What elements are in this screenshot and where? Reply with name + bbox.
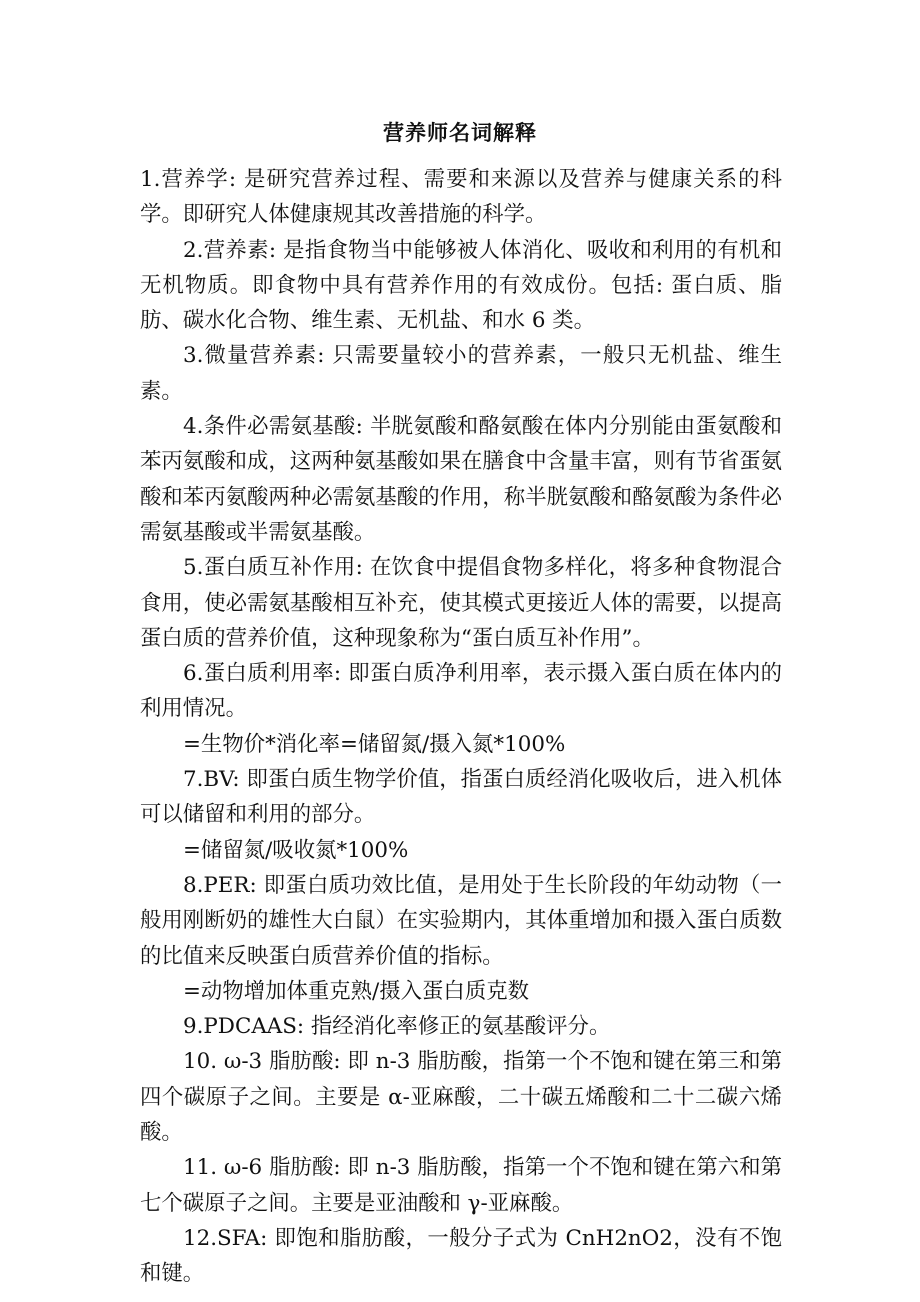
paragraph-conditionally-essential-amino-acids: 4.条件必需氨基酸: 半胱氨酸和酪氨酸在体内分别能由蛋氨酸和苯丙氨酸和成，这两种氨基酸如果在膳食中含量丰富，则有节省蛋氨酸和苯丙氨酸两种必需氨基酸的作用，称半胱氨酸和酪氨酸为条件必需氨基酸或半需氨基酸。 — [140, 414, 782, 545]
paragraph-nutrients: 2.营养素: 是指食物当中能够被人体消化、吸收和利用的有机和无机物质。即食物中具有营养作用的有效成份。包括: 蛋白质、脂肪、碳水化合物、维生素、无机盐、和水 6 类。 — [140, 237, 782, 334]
paragraph-nutrition-science: 1.营养学: 是研究营养过程、需要和来源以及营养与健康关系的科学。即研究人体健康规其改善措施的科学。 — [140, 167, 782, 228]
formula-bv: =储留氮/吸收氮*100% — [183, 837, 409, 863]
document-body — [140, 162, 782, 1292]
paragraph-pdcaas: 9.PDCAAS: 指经消化率修正的氨基酸评分。 — [183, 1014, 611, 1040]
paragraph-per: 8.PER: 即蛋白质功效比值，是用处于生长阶段的年幼动物（一般用刚断奶的雄性大白鼠）在实验期内，其体重增加和摄入蛋白质数的比值来反映蛋白质营养价值的指标。 — [140, 872, 782, 969]
formula-per: =动物增加体重克熟/摄入蛋白质克数 — [183, 978, 529, 1004]
formula-npu: =生物价*消化率=储留氮/摄入氮*100% — [183, 731, 566, 757]
paragraph-protein-utilization: 6.蛋白质利用率: 即蛋白质净利用率，表示摄入蛋白质在体内的利用情况。 — [140, 661, 782, 722]
paragraph-omega-3: 10. ω-3 脂肪酸: 即 n-3 脂肪酸，指第一个不饱和键在第三和第四个碳原子之间。主要是 α-亚麻酸，二十碳五烯酸和二十二碳六烯酸。 — [140, 1049, 782, 1146]
paragraph-sfa: 12.SFA: 即饱和脂肪酸，一般分子式为 CnH2nO2，没有不饱和键。 — [140, 1225, 782, 1287]
paragraph-micronutrients: 3.微量营养素: 只需要量较小的营养素，一般只无机盐、维生素。 — [140, 343, 782, 404]
document-title: 营养师名词解释 — [383, 120, 537, 145]
paragraph-protein-complementation: 5.蛋白质互补作用: 在饮食中提倡食物多样化，将多种食物混合食用，使必需氨基酸相互补充，使其模式更接近人体的需要，以提高蛋白质的营养价值，这种现象称为“蛋白质互补作用”。 — [140, 555, 782, 651]
paragraph-bv: 7.BV: 即蛋白质生物学价值，指蛋白质经消化吸收后，进入机体可以储留和利用的部分。 — [140, 767, 782, 828]
paragraph-omega-6: 11. ω-6 脂肪酸: 即 n-3 脂肪酸，指第一个不饱和键在第六和第七个碳原子之间。主要是亚油酸和 γ-亚麻酸。 — [140, 1155, 782, 1216]
